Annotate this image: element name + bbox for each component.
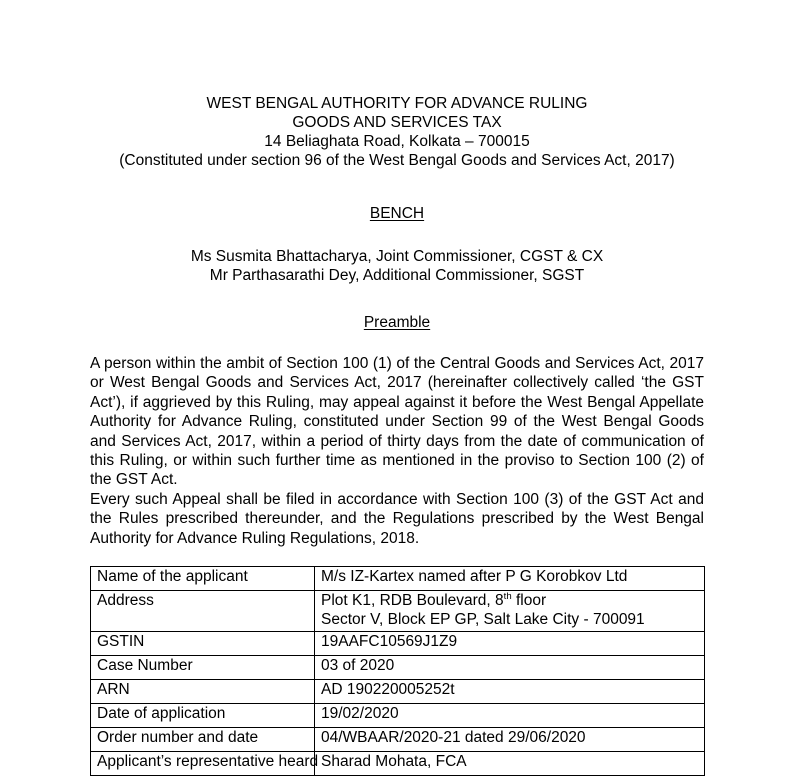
row-value-arn: AD 190220005252t <box>315 680 705 704</box>
row-value-applicant-representative: Sharad Mohata, FCA <box>315 752 705 776</box>
document-content <box>90 0 704 776</box>
table-row <box>91 728 705 752</box>
row-label-arn: ARN <box>91 680 315 704</box>
bench-members <box>90 247 704 285</box>
address-line-1 <box>321 592 699 611</box>
address-line-1-text: Plot K1, RDB Boulevard, 8 <box>321 592 504 610</box>
authority-address: 14 Beliaghata Road, Kolkata – 700015 <box>264 133 530 150</box>
address-line-2: Sector V, Block EP GP, Salt Lake City - 700091 <box>321 610 645 628</box>
bench-member-2: Mr Parthasarathi Dey, Additional Commissioner, SGST <box>209 267 585 284</box>
table-row <box>91 632 705 656</box>
bench-member-1: Ms Susmita Bhattacharya, Joint Commissioner, CGST & CX <box>190 248 604 265</box>
address-floor-ordinal-suffix: th <box>503 590 512 602</box>
table-row <box>91 567 705 591</box>
table-row <box>91 656 705 680</box>
document-header <box>90 94 704 170</box>
authority-title-line-2: GOODS AND SERVICES TAX <box>292 114 502 131</box>
bench-heading: BENCH <box>369 205 425 222</box>
preamble-paragraph-1: A person within the ambit of Section 100 (1) of the Central Goods and Services Act, 2017 or West Bengal Goods and Services Act, 2017 (hereinafter collectively called ‘the GST Act’), if aggrieved by this Ruling, may appeal against it before the West Bengal Appellate Authority for Advance Ruling, constituted under Section 99 of the West Bengal Goods and Services Act, 2017, within a period of thirty days from the date of communication of this Ruling, or within such further time as mentioned in the proviso to Section 100 (2) of the GST Act. <box>90 355 704 489</box>
authority-title-line-1: WEST BENGAL AUTHORITY FOR ADVANCE RULING <box>206 95 588 112</box>
row-value-name-of-applicant: M/s IZ-Kartex named after P G Korobkov Ltd <box>315 567 705 591</box>
table-row <box>91 704 705 728</box>
row-value-gstin: 19AAFC10569J1Z9 <box>315 632 705 656</box>
row-value-address <box>315 591 705 632</box>
table-row <box>91 591 705 632</box>
row-value-case-number: 03 of 2020 <box>315 656 705 680</box>
address-line-1-suffix: floor <box>511 592 547 610</box>
row-value-order-number-and-date: 04/WBAAR/2020-21 dated 29/06/2020 <box>315 728 705 752</box>
table-row <box>91 752 705 776</box>
authority-constitution-note: (Constituted under section 96 of the West Bengal Goods and Services Act, 2017) <box>119 152 675 169</box>
applicant-info-table <box>90 566 705 776</box>
row-label-case-number: Case Number <box>91 656 315 680</box>
row-label-date-of-application: Date of application <box>91 704 315 728</box>
preamble-body <box>90 354 704 548</box>
row-label-applicant-representative: Applicant’s representative heard <box>91 752 315 776</box>
table-row <box>91 680 705 704</box>
row-label-gstin: GSTIN <box>91 632 315 656</box>
row-label-address: Address <box>91 591 315 632</box>
preamble-heading: Preamble <box>363 314 431 331</box>
row-value-date-of-application: 19/02/2020 <box>315 704 705 728</box>
preamble-paragraph-2: Every such Appeal shall be filed in accordance with Section 100 (3) of the GST Act and the Rules prescribed thereunder, and the Regulations prescribed by the West Bengal Authority for Advance Ruling Regulations, 2018. <box>90 490 704 547</box>
row-label-order-number-and-date: Order number and date <box>91 728 315 752</box>
row-label-name-of-applicant: Name of the applicant <box>91 567 315 591</box>
